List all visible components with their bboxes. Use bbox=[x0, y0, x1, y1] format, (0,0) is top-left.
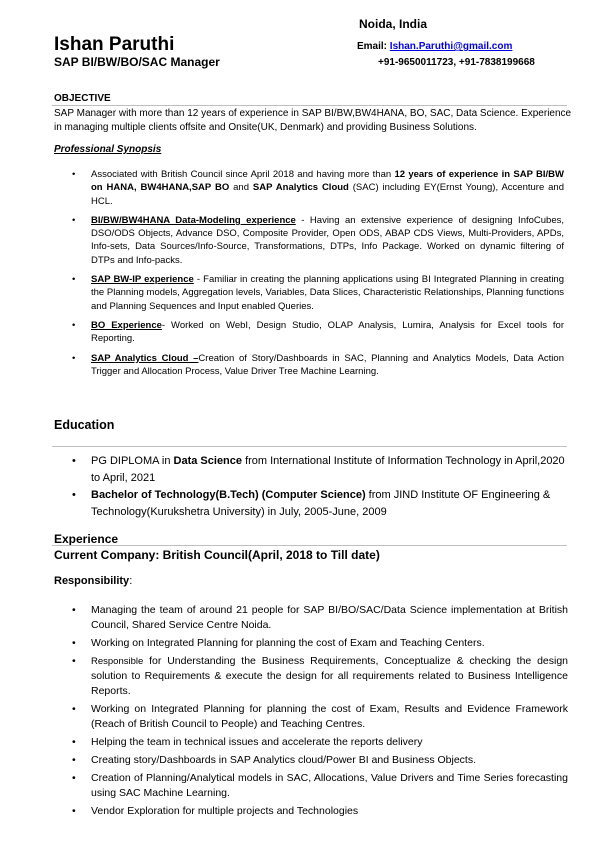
education-bold: Data Science bbox=[173, 455, 243, 467]
email-line bbox=[357, 41, 512, 52]
list-item bbox=[54, 168, 564, 208]
responsibility-label: Responsibility bbox=[54, 575, 130, 587]
synopsis-bold: SAP Analytics Cloud bbox=[252, 182, 349, 194]
education-text: from International Institute of Information Technology in April,2020 to April, 2021 bbox=[91, 455, 565, 484]
email-label: Email: bbox=[357, 41, 388, 52]
list-item bbox=[54, 319, 564, 346]
list-item: • Managing the team of around 21 people for SAP BI/BO/SAC/Data Science implementation at British Council, Shared Service Centre Noida. bbox=[54, 603, 568, 633]
list-item: • Working on Integrated Planning for planning the cost of Exam, Results and Evidence Framework (Reach of British Council to People) and Teaching Centres. bbox=[54, 702, 568, 732]
list-item bbox=[54, 214, 564, 267]
email-link[interactable]: Ishan.Paruthi@gmail.com bbox=[389, 41, 513, 52]
responsibility-prefix: Responsible bbox=[91, 656, 144, 667]
responsibility-colon: : bbox=[129, 575, 133, 587]
synopsis-item-heading: BI/BW/BW4HANA Data-Modeling experience bbox=[91, 214, 296, 226]
synopsis-bold: 12 years of experience in SAP BI/BW on HANA, BW4HANA,SAP BO bbox=[91, 169, 564, 194]
list-item bbox=[54, 487, 568, 520]
synopsis-item-heading: BO Experience bbox=[91, 319, 162, 331]
phone-numbers: +91-9650011723, +91-7838199668 bbox=[378, 57, 535, 68]
synopsis-text: - Familiar in creating the planning applications using BI Integrated Planning in creating the Planning models, Aggregation levels, Variables, Data Slices, Characteristic Relationships, Planning functions and Planning Sequences and Input enabled Queries. bbox=[91, 274, 565, 312]
synopsis-text: - Having an extensive experience of designing InfoCubes, DSO/ODS Objects, Advance DSO, Composite Provider, Open ODS, ABAP CDS Views, Multi-Providers, APDs, Info-sets, Data Sources/Info-Source, Transformations, DTPs, Info Package. Worked on dynamic filtering of DTPs and Info-packs. bbox=[91, 214, 564, 266]
list-item bbox=[54, 273, 564, 313]
experience-heading: Experience bbox=[54, 532, 119, 546]
education-bold: Bachelor of Technology(B.Tech) (Computer Science) bbox=[91, 489, 366, 501]
list-item bbox=[54, 453, 568, 486]
synopsis-text: and bbox=[229, 182, 253, 194]
objective-text: SAP Manager with more than 12 years of experience in SAP BI/BW,BW4HANA, BO, SAC, Data Science. Experience in managing multiple clients offsite and Onsite(UK, Denmark) and providing Business Solutions. bbox=[54, 108, 572, 133]
responsibility-list bbox=[54, 603, 568, 822]
experience-divider bbox=[52, 545, 567, 546]
synopsis-text: Creation of Story/Dashboards in SAC, Planning and Analytics Models, Data Action Trigger and Allocation Process, Value Driver Tree Machine Learning. bbox=[91, 352, 564, 377]
education-divider bbox=[52, 446, 567, 447]
education-text: PG DIPLOMA in bbox=[91, 455, 174, 467]
objective-divider bbox=[52, 105, 567, 106]
synopsis-text: (SAC) including EY(Ernst Young), Accenture and HCL. bbox=[91, 182, 564, 207]
synopsis-list bbox=[54, 168, 564, 384]
list-item bbox=[54, 352, 564, 379]
synopsis-item-heading: SAP BW-IP experience bbox=[91, 274, 194, 286]
education-heading: Education bbox=[54, 418, 115, 432]
list-item bbox=[54, 654, 568, 699]
list-item: • Helping the team in technical issues and accelerate the reports delivery bbox=[54, 735, 568, 750]
synopsis-heading: Professional Synopsis bbox=[54, 144, 162, 155]
responsibility-heading bbox=[54, 575, 132, 587]
list-item: • Creating story/Dashboards in SAP Analytics cloud/Power BI and Business Objects. bbox=[54, 753, 568, 768]
list-item: • Vendor Exploration for multiple projects and Technologies bbox=[54, 804, 568, 819]
objective-heading: OBJECTIVE bbox=[54, 93, 111, 104]
current-company: Current Company: British Council(April, 2018 to Till date) bbox=[54, 548, 380, 562]
list-item: • Working on Integrated Planning for planning the cost of Exam and Teaching Centers. bbox=[54, 636, 568, 651]
synopsis-item-heading: SAP Analytics Cloud – bbox=[91, 352, 199, 364]
synopsis-text: Associated with British Council since April 2018 and having more than bbox=[91, 169, 395, 180]
responsibility-text: for Understanding the Business Requirements, Conceptualize & checking the design solution to Requirements & execute the design for all requirements related to Business Intelligence Reports. bbox=[91, 655, 569, 697]
list-item: • Creation of Planning/Analytical models in SAC, Allocations, Value Drivers and Time Series forecasting using SAC Machine Learning. bbox=[54, 771, 568, 801]
education-text: from JIND Institute OF Engineering & Technology(Kurukshetra University) in July, 2005-June, 2009 bbox=[91, 489, 551, 518]
candidate-role: SAP BI/BW/BO/SAC Manager bbox=[54, 55, 220, 69]
synopsis-text: - Worked on WebI, Design Studio, OLAP Analysis, Lumira, Analysis for Excel tools for Reporting. bbox=[91, 319, 564, 345]
candidate-name: Ishan Paruthi bbox=[54, 34, 175, 55]
education-list bbox=[54, 453, 568, 521]
location: Noida, India bbox=[359, 17, 428, 31]
